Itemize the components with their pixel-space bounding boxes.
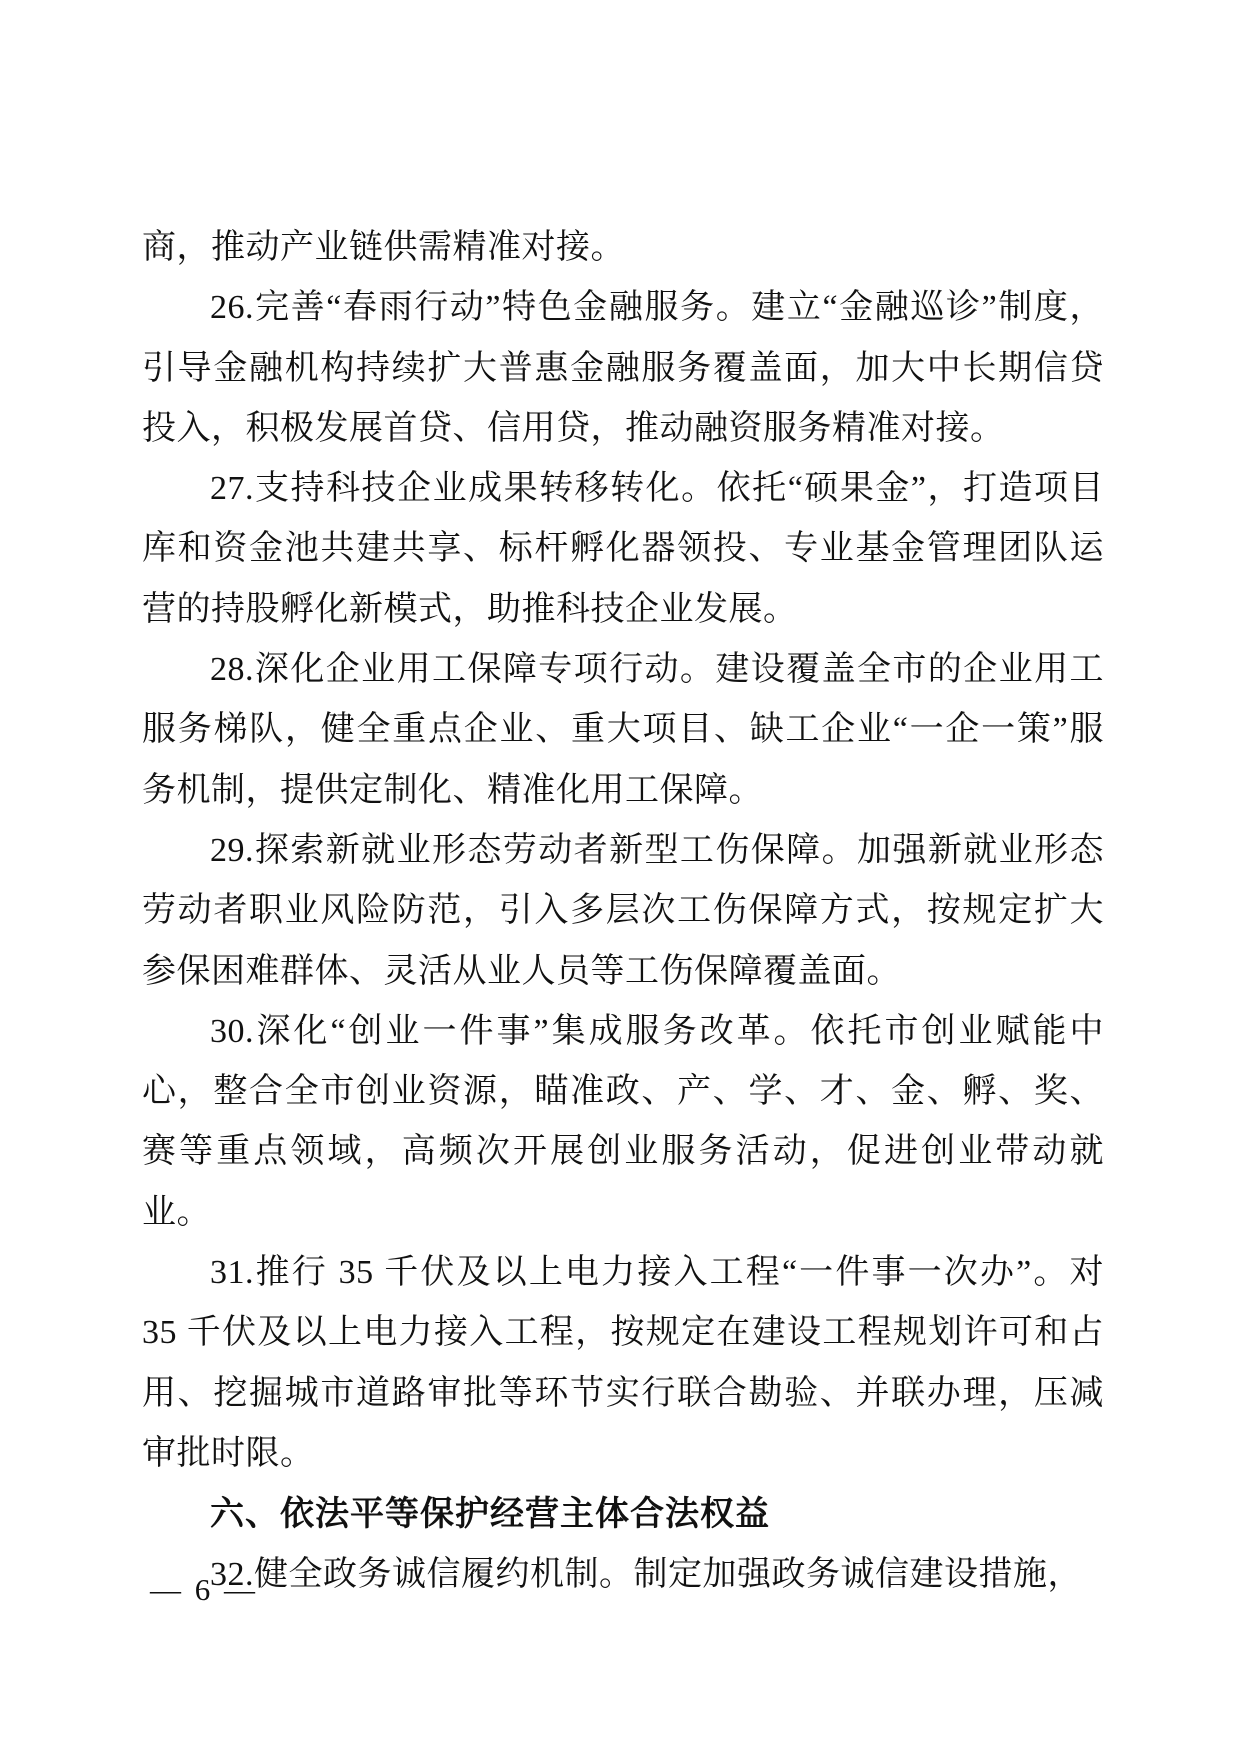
paragraph-item-31: 31.推行 35 千伏及以上电力接入工程“一件事一次办”。对 35 千伏及以上电力接入工程，按规定在建设工程规划许可和占用、挖掘城市道路审批等环节实行联合勘验、并联办理，压减审批时限。 (142, 1254, 1104, 1472)
section-heading-6: 六、依法平等保护经营主体合法权益 (210, 1495, 770, 1534)
document-body (142, 218, 1104, 1605)
paragraph-continuation: 商，推动产业链供需精准对接。 (142, 229, 625, 266)
paragraph-item-29: 29.探索新就业形态劳动者新型工伤保障。加强新就业形态劳动者职业风险防范，引入多层次工伤保障方式，按规定扩大参保困难群体、灵活从业人员等工伤保障覆盖面。 (142, 831, 1104, 990)
paragraph-item-27: 27.支持科技企业成果转移转化。依托“硕果金”，打造项目库和资金池共建共享、标杆孵化器领投、专业基金管理团队运营的持股孵化新模式，助推科技企业发展。 (142, 470, 1104, 628)
paragraph-item-30: 30.深化“创业一件事”集成服务改革。依托市创业赋能中心，整合全市创业资源，瞄准政、产、学、才、金、孵、奖、赛等重点领域，高频次开展创业服务活动，促进创业带动就业。 (142, 1012, 1104, 1231)
paragraph-item-32: 32.健全政务诚信履约机制。制定加强政务诚信建设措施， (210, 1555, 1082, 1593)
paragraph-item-26: 26.完善“春雨行动”特色金融服务。建立“金融巡诊”制度，引导金融机构持续扩大普惠金融服务覆盖面，加大中长期信贷投入，积极发展首贷、信用贷，推动融资服务精准对接。 (142, 289, 1104, 447)
page-number: — 6 — (150, 1572, 258, 1607)
paragraph-item-28: 28.深化企业用工保障专项行动。建设覆盖全市的企业用工服务梯队，健全重点企业、重大项目、缺工企业“一企一策”服务机制，提供定制化、精准化用工保障。 (142, 651, 1104, 809)
